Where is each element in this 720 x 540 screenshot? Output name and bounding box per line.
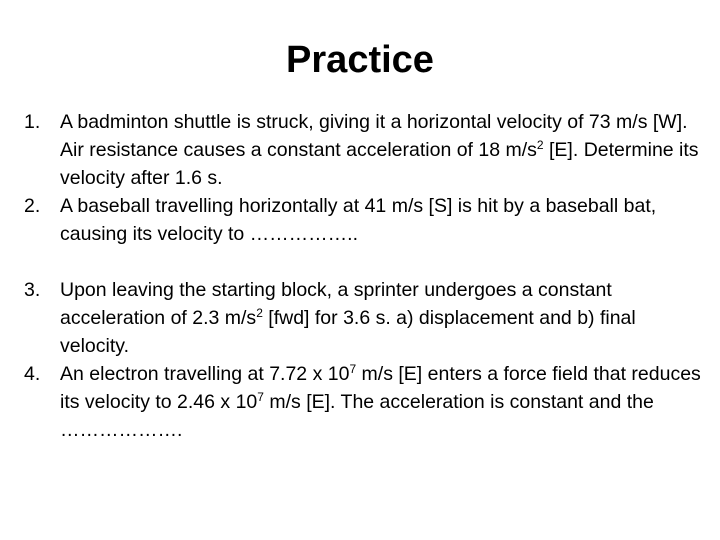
problem-list: [24, 108, 704, 444]
problem-item-3: [24, 276, 704, 360]
problem-number: 3.: [24, 279, 41, 301]
problem-text: An electron travelling at 7.72 x 10: [60, 363, 350, 385]
superscript: 7: [349, 362, 357, 376]
problem-text: [fwd] for 3.6 s. a) displacement and b) final velocity.: [60, 307, 636, 357]
problem-text: A baseball travelling horizontally at 41 m/s [S] is hit by a baseball bat, causing its velocity to ……………..: [60, 195, 657, 245]
superscript: 2: [256, 306, 263, 320]
problem-item-2: [24, 192, 704, 248]
problem-text: Upon leaving the starting block, a sprinter undergoes a constant acceleration of 2.3 m/s: [60, 279, 612, 329]
problem-text: A badminton shuttle is struck, giving it a horizontal velocity of 73 m/s [W]. Air resistance causes a constant acceleration of 18 m/s: [60, 111, 688, 161]
superscript: 7: [257, 390, 264, 404]
superscript: 2: [536, 138, 544, 152]
problem-item-4: [24, 360, 704, 444]
problem-item-1: [24, 108, 704, 192]
problem-text: m/s [E] enters a force field that reduces its velocity to 2.46 x 10: [60, 363, 701, 413]
problem-text: [E]. Determine its velocity after 1.6 s.: [60, 139, 699, 189]
slide-title: Practice: [286, 39, 434, 81]
problem-number: 2.: [24, 195, 41, 217]
problem-number: 1.: [24, 111, 41, 133]
problem-text: m/s [E]. The acceleration is constant and the ……………….: [60, 391, 654, 441]
problem-number: 4.: [24, 363, 41, 385]
